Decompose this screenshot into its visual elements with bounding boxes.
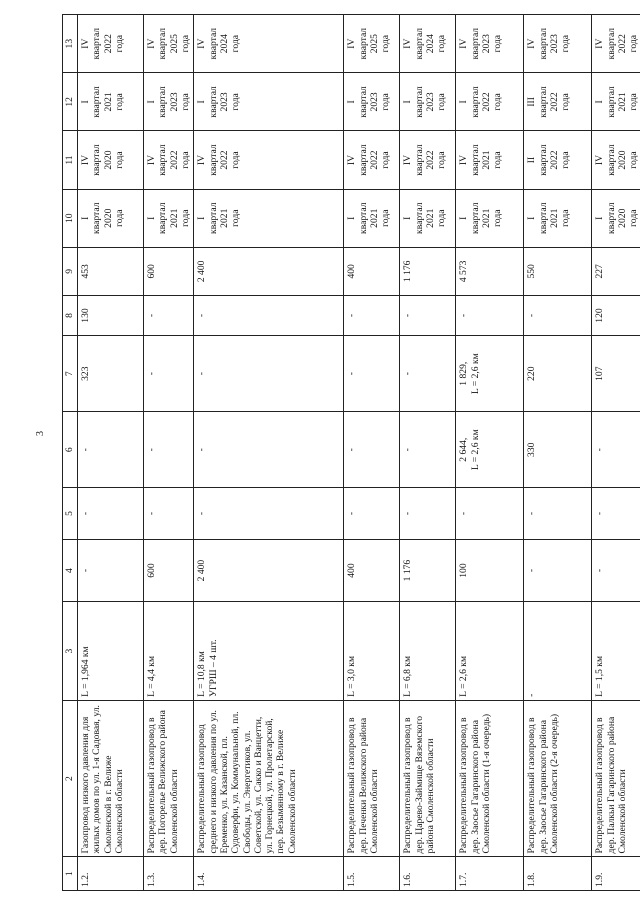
quarter-cell — [344, 15, 400, 73]
value-cell: - — [592, 412, 640, 488]
quarter-cell — [456, 73, 524, 131]
object-name: Распределительный газопровод в дер. Палкьи Гагаринского района Смоленской области — [592, 700, 640, 857]
quarter-text: IV квартал 2023 года — [526, 27, 572, 60]
quarter-text: I квартал 2020 года — [80, 202, 125, 234]
capacity: L = 3,0 км — [344, 602, 400, 700]
rotated-page — [62, 14, 640, 891]
col-header: 8 — [63, 295, 78, 335]
value-cell: - — [344, 295, 400, 335]
value-cell: 323 — [78, 336, 144, 412]
quarter-cell — [456, 189, 524, 247]
object-name: Газопровод низкого давления для жилых домов по ул. 1-я Садовая, ул. Смоленской в г. Велиже Смоленской области — [78, 700, 144, 857]
quarter-text: I квартал 2021 года — [146, 202, 191, 234]
value-cell: - — [78, 412, 144, 488]
quarter-text: IV квартал 2022 года — [346, 144, 392, 176]
quarter-text: I квартал 2021 года — [458, 202, 504, 234]
capacity: L = 1,5 км — [592, 602, 640, 700]
quarter-cell — [144, 73, 194, 131]
quarter-cell — [400, 131, 456, 189]
quarter-cell — [524, 131, 592, 189]
table-row — [344, 15, 400, 891]
value-cell: - — [78, 488, 144, 539]
capacity: - — [524, 602, 592, 700]
table-row — [524, 15, 592, 891]
quarter-text: IV квартал 2025 года — [346, 27, 392, 60]
col-header: 1 — [63, 857, 78, 891]
row-number: 1.8. — [524, 857, 592, 891]
quarter-text: I квартал 2023 года — [196, 86, 242, 118]
value-cell: - — [592, 488, 640, 539]
quarter-cell — [194, 189, 344, 247]
quarter-cell — [144, 15, 194, 73]
quarter-cell — [78, 73, 144, 131]
quarter-text: II квартал 2022 года — [526, 144, 572, 176]
col-header: 3 — [63, 602, 78, 700]
quarter-text: IV квартал 2021 года — [458, 144, 504, 176]
object-name: Распределительный газопровод в дер. Погорелье Велижского района Смоленской области — [144, 700, 194, 857]
col-header: 4 — [63, 539, 78, 602]
value-cell: 2 644, L = 2,6 км — [456, 412, 524, 488]
value-cell: - — [400, 412, 456, 488]
value-cell: 107 — [592, 336, 640, 412]
quarter-cell — [592, 189, 640, 247]
object-name: Распределительный газопровод в дер. Печенки Велижского района Смоленской области — [344, 700, 400, 857]
quarter-cell — [194, 131, 344, 189]
row-number: 1.4. — [194, 857, 344, 891]
quarter-text: I квартал 2021 года — [594, 86, 640, 118]
quarter-cell — [456, 15, 524, 73]
col-header: 9 — [63, 247, 78, 295]
row-number: 1.7. — [456, 857, 524, 891]
value-cell: 2 400 — [194, 539, 344, 602]
row-number: 1.9. — [592, 857, 640, 891]
capacity: L = 6,8 км — [400, 602, 456, 700]
col-header: 5 — [63, 488, 78, 539]
gas-pipeline-table — [62, 14, 640, 891]
quarter-cell — [524, 73, 592, 131]
total-cell: 453 — [78, 247, 144, 295]
quarter-text: I квартал 2021 года — [526, 202, 572, 234]
quarter-cell — [78, 131, 144, 189]
col-header: 2 — [63, 700, 78, 857]
quarter-text: IV квартал 2022 года — [80, 27, 125, 60]
quarter-text: I квартал 2023 года — [346, 86, 392, 118]
quarter-cell — [524, 189, 592, 247]
quarter-text: IV квартал 2022 года — [146, 144, 191, 176]
table-row — [400, 15, 456, 891]
value-cell: - — [400, 336, 456, 412]
col-header: 11 — [63, 131, 78, 189]
value-cell: - — [400, 488, 456, 539]
total-cell: 600 — [144, 247, 194, 295]
quarter-text: I квартал 2021 года — [196, 202, 242, 234]
quarter-cell — [592, 15, 640, 73]
col-header: 13 — [63, 15, 78, 73]
quarter-cell — [344, 73, 400, 131]
row-number: 1.2. — [78, 857, 144, 891]
quarter-text: I квартал 2021 года — [80, 86, 125, 118]
quarter-text: I квартал 2022 года — [458, 86, 504, 118]
value-cell: - — [144, 295, 194, 335]
value-cell: - — [524, 488, 592, 539]
quarter-text: IV квартал 2022 года — [594, 27, 640, 60]
table-row — [592, 15, 640, 891]
table-row — [144, 15, 194, 891]
page-number: 3 — [35, 431, 46, 436]
value-cell: - — [144, 336, 194, 412]
value-cell: - — [78, 539, 144, 602]
total-cell: 550 — [524, 247, 592, 295]
quarter-cell — [456, 131, 524, 189]
object-name: Распределительный газопровод в дер. Царево-Займище Вяземского района Смоленской области — [400, 700, 456, 857]
capacity: L = 4,4 км — [144, 602, 194, 700]
quarter-cell — [344, 131, 400, 189]
quarter-text: IV квартал 2022 года — [402, 144, 448, 176]
row-number: 1.5. — [344, 857, 400, 891]
value-cell: 120 — [592, 295, 640, 335]
quarter-cell — [524, 15, 592, 73]
table-row — [194, 15, 344, 891]
value-cell: 1 829, L = 2,6 км — [456, 336, 524, 412]
header-row — [63, 15, 78, 891]
value-cell: - — [344, 336, 400, 412]
value-cell: - — [144, 488, 194, 539]
quarter-cell — [144, 131, 194, 189]
quarter-text: IV квартал 2022 года — [196, 144, 242, 176]
quarter-text: IV квартал 2020 года — [80, 144, 125, 176]
capacity: L = 2,6 км — [456, 602, 524, 700]
value-cell: - — [400, 295, 456, 335]
quarter-text: IV квартал 2020 года — [594, 144, 640, 176]
value-cell: - — [456, 295, 524, 335]
object-name: Распределительный газопровод среднего и низкого давления по ул. Еременко, ул. Казанской, пл. Судоверфи, ул. Коммунальной, пл. Свободы, ул. Энергетиков, ул. Советской, ул. Сакко и Ванцетти, ул. Горнецкой, ул. Пролетарской, пер. Безымянному в г. Велиже Смоленской области — [194, 700, 344, 857]
quarter-cell — [400, 189, 456, 247]
value-cell: - — [194, 412, 344, 488]
total-cell: 400 — [344, 247, 400, 295]
quarter-cell — [592, 131, 640, 189]
total-cell: 227 — [592, 247, 640, 295]
row-number: 1.3. — [144, 857, 194, 891]
quarter-text: I квартал 2021 года — [346, 202, 392, 234]
quarter-cell — [400, 15, 456, 73]
quarter-cell — [194, 15, 344, 73]
value-cell: - — [344, 412, 400, 488]
total-cell: 4 573 — [456, 247, 524, 295]
quarter-text: IV квартал 2025 года — [146, 27, 191, 60]
capacity: L = 1,964 км — [78, 602, 144, 700]
quarter-text: IV квартал 2024 года — [196, 27, 242, 60]
value-cell: - — [524, 539, 592, 602]
value-cell: - — [592, 539, 640, 602]
value-cell: 330 — [524, 412, 592, 488]
row-number: 1.6. — [400, 857, 456, 891]
value-cell: - — [344, 488, 400, 539]
total-cell: 1 176 — [400, 247, 456, 295]
col-header: 12 — [63, 73, 78, 131]
quarter-cell — [78, 15, 144, 73]
value-cell: - — [194, 295, 344, 335]
quarter-cell — [194, 73, 344, 131]
quarter-text: I квартал 2023 года — [402, 86, 448, 118]
total-cell: 2 400 — [194, 247, 344, 295]
quarter-cell — [344, 189, 400, 247]
col-header: 10 — [63, 189, 78, 247]
col-header: 6 — [63, 412, 78, 488]
value-cell: - — [456, 488, 524, 539]
quarter-cell — [78, 189, 144, 247]
value-cell: - — [524, 295, 592, 335]
value-cell: 100 — [456, 539, 524, 602]
object-name: Распределительный газопровод в дер. Заосье Гагаринского района Смоленской области (1-я очередь) — [456, 700, 524, 857]
col-header: 7 — [63, 336, 78, 412]
value-cell: 1 176 — [400, 539, 456, 602]
quarter-text: III квартал 2022 года — [526, 86, 572, 118]
quarter-text: I квартал 2020 года — [594, 202, 640, 234]
quarter-cell — [400, 73, 456, 131]
quarter-text: I квартал 2023 года — [146, 86, 191, 118]
value-cell: 600 — [144, 539, 194, 602]
value-cell: 220 — [524, 336, 592, 412]
quarter-text: IV квартал 2024 года — [402, 27, 448, 60]
value-cell: - — [194, 336, 344, 412]
object-name: Распределительный газопровод в дер. Заосье Гагаринского района Смоленской области (2-я очередь) — [524, 700, 592, 857]
value-cell: - — [194, 488, 344, 539]
quarter-cell — [144, 189, 194, 247]
value-cell: 400 — [344, 539, 400, 602]
table-row — [78, 15, 144, 891]
quarter-cell — [592, 73, 640, 131]
capacity: L = 10,8 км УГРШ – 4 шт. — [194, 602, 344, 700]
table-row — [456, 15, 524, 891]
value-cell: 130 — [78, 295, 144, 335]
quarter-text: IV квартал 2023 года — [458, 27, 504, 60]
value-cell: - — [144, 412, 194, 488]
quarter-text: I квартал 2021 года — [402, 202, 448, 234]
